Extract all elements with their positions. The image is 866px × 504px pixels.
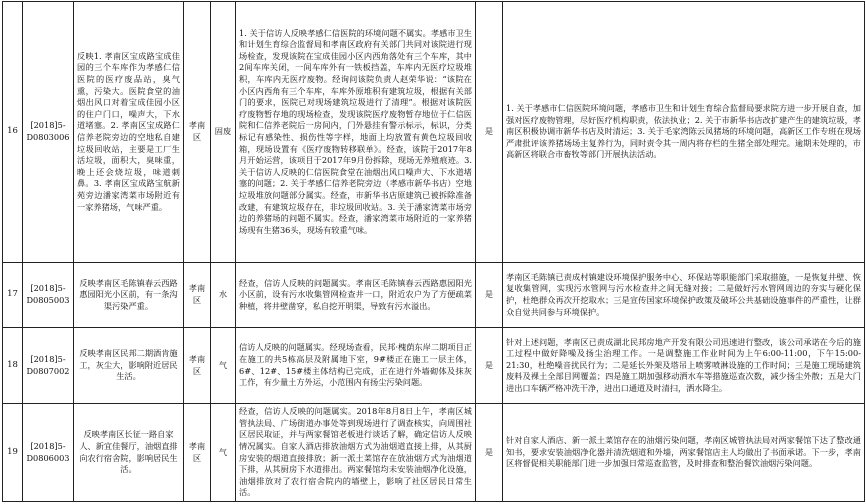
district: 孝南区 [184, 263, 211, 328]
confirmed-flag: 是 [476, 404, 503, 502]
remediation-text: 1. 关于孝感市仁信医院环境问题，孝感市卫生和计划生育综合监督局要求院方进一步开展自查，加强对医疗废物管理，尽好医疗机构职责，依法执业；2. 关于市新华书店改扩建产生的建筑垃圾，孝南区积极协调市新华书店及时清运；3. 关于毛家湾陈云凤猪场的环境问题，高新区工作专班在现场严肃批评该养猪场场主复养行为，同时责令其一周内将存栏的生猪全部处理完。逾期未处理的，市高新区将联合市畜牧等部门开展执法活动。 [503, 2, 865, 263]
row-index: 18 [3, 328, 23, 404]
table-row [3, 2, 865, 263]
row-index: 17 [3, 263, 23, 328]
district: 孝南区 [184, 328, 211, 404]
table-row [3, 263, 865, 328]
table-row [3, 328, 865, 404]
table-row [3, 404, 865, 502]
verification-text: 1. 关于信访人反映孝感仁信医院的环境问题不属实。孝感市卫生和计划生育综合监督局和孝南区政府有关部门共同对该院进行现场检查，发现该院在宝成佳园小区内西角落处有三个车库，其中2间车库关闭，一间车库外有一铁板挡盖，车库内无医疗垃圾堆积，车库内无医疗废物。经询问该院负责人赵荣华说：“该院在小区内西角有三个车库，车库外原堆积有建筑垃圾，根据有关部门的要求，医院已对现场建筑垃圾进行了清理”。根据对该院医疗废物暂存地的现场检查，发现该院医疗废物暂存地位于仁信医院和仁信养老院后一房间内，门外悬挂有警示标示，标识，分类标记有感染性、损伤性等字样，地面上均放置有黄色垃圾回收箱，现场设置有《医疗废物转移联单》。经查，该院于2017年8月开始运营，该项目于2017年9月份拆除，现场无养殖痕迹。3. 关于信访人反映的仁信医院食堂在油烟出风口噪声大、下水道堵塞的问题；2. 关于孝感仁信养老院旁边（孝感市新华书店）空地垃圾堆放问题部分属实。经查，市新华书店原建筑已被拆除准备改建，有建筑垃圾存在，非垃圾回收站。3. 关于潘家湾菜市场旁边的养猪场的问题不属实。经查，潘家湾菜市场附近的一家养猪场现有生猪36头，现场有较重气味。 [236, 2, 476, 263]
pollution-category: 气 [211, 328, 236, 404]
complaint-text: 反映孝南区长征一路自家人、新宜佳餐厅，油烟直排向农行宿舍院，影响居民生活。 [74, 404, 184, 502]
remediation-text: 针对上述问题，孝南区已责成湖北民邦房地产开发有限公司迅速进行整改，该公司承诺在今后的施工过程中做好降噪及扬尘治理工作。一是调整施工作业时间为上午6:00-11:00，下午15:00-21:30，杜绝噪音扰民行为；二是延长外架及塔吊上喷雾喷淋设施的工作时间；三是施工现场建筑废料及裸土全部目网覆盖；四是施工期加强移动洒水车等措施巡查次数，减少扬尘外散；五是大门进出口车辆严格冲洗干净，进出口通道及时清扫，洒水降尘。 [503, 328, 865, 404]
remediation-text: 针对自家人酒店、新一派土菜馆存在的油烟污染问题，孝南区城管执法局对两家餐馆下达了整改通知书，要求安装油烟净化器并清洗烟道和外墙，两家餐馆店主人均做出了书面承诺。下一步，孝南区将督促相关职能部门进一步加强日常巡查监管，及时排查和整治餐饮油烟污染问题。 [503, 404, 865, 502]
complaint-text: 反映1. 孝南区宝成路宝成佳园的三个车库作为孝感仁信医院的医疗废品站，臭气熏，污染大。医院食堂的油烟出风口对着宝成佳园小区的住户门口，噪声大，下水道堵塞。2. 孝南区宝成路仁信养老院旁边的空地私自建垃圾回收站，主要是工厂生活垃圾，面积大，臭味重，晚上还会烧垃圾，味道刺鼻。3. 孝南区宝成路宝航新苑旁边潘家湾菜市场附近有一家养猪场，气味严重。 [74, 2, 184, 263]
confirmed-flag: 是 [476, 328, 503, 404]
case-code: [2018]5-D0805003 [23, 263, 74, 328]
row-index: 19 [3, 404, 23, 502]
confirmed-flag: 是 [476, 263, 503, 328]
case-code: [2018]5-D0806003 [23, 404, 74, 502]
confirmed-flag: 是 [476, 2, 503, 263]
district: 孝南区 [184, 2, 211, 263]
verification-text: 经查，信访人反映的问题属实。孝南区毛陈镇春云西路惠园阳光小区前，设有污水收集管网检查井一口，附近农户为了方便疏菜种植，将井壁凿穿，私自挖开明渠，导致有污水溢出。 [236, 263, 476, 328]
pollution-category: 气 [211, 404, 236, 502]
case-code: [2018]5-D0807002 [23, 328, 74, 404]
complaint-text: 反映孝南区毛陈镇春云西路惠园阳光小区前，有一条沟渠污染严重。 [74, 263, 184, 328]
row-index: 16 [3, 2, 23, 263]
district: 孝南区 [184, 404, 211, 502]
verification-text: 经查，信访人反映的问题属实。2018年8月8日上午，孝南区城管执法局、广场街道办事处等到现场进行了调查核实，向周围社区居民取证，并与两家餐馆老板进行谈话了解，确定信访人反映情况属实。自家人酒店排放油烟方式为油烟道直接上排，从其厨房安装的烟道直接排放；新一派土菜馆存在放油烟方式为油烟道下排，从其厨房下水道排出。两家餐馆均未安装油烟净化设施，油烟排放对了农行宿舍院内的墙壁上，影响了社区居民日常生活。 [236, 404, 476, 502]
complaint-table [2, 1, 865, 502]
pollution-category: 固废 [211, 2, 236, 263]
complaint-text: 反映孝南区民邦二期酒肯施工，灰尘大，影响附近居民生活。 [74, 328, 184, 404]
case-code: [2018]5-D0803006 [23, 2, 74, 263]
remediation-text: 孝南区毛陈镇已责成村镇建设环境保护服务中心、环保站等职能部门采取措施，一是恢复井壁、恢复收集管网，实现污水管网与污水检查井之间无缝对接；二是做好污水管网周边的夯实与硬化保护，杜绝群众再次开挖取水；三是宣传国家环境保护政策及破坏公共基础设施事件的严重性，让群众自觉共同参与环境保护。 [503, 263, 865, 328]
pollution-category: 水 [211, 263, 236, 328]
verification-text: 信访人反映的问题属实。经现场查看，民邦·槐荫东岸二期项目正在施工的共5栋高层及附属地下室，9#楼正在施工一层主体，6#、12#、15#楼主体结构已完成，正在进行外墙砌体及抹灰工作，有少量土方外运，小范围内有扬尘污染问题。 [236, 328, 476, 404]
